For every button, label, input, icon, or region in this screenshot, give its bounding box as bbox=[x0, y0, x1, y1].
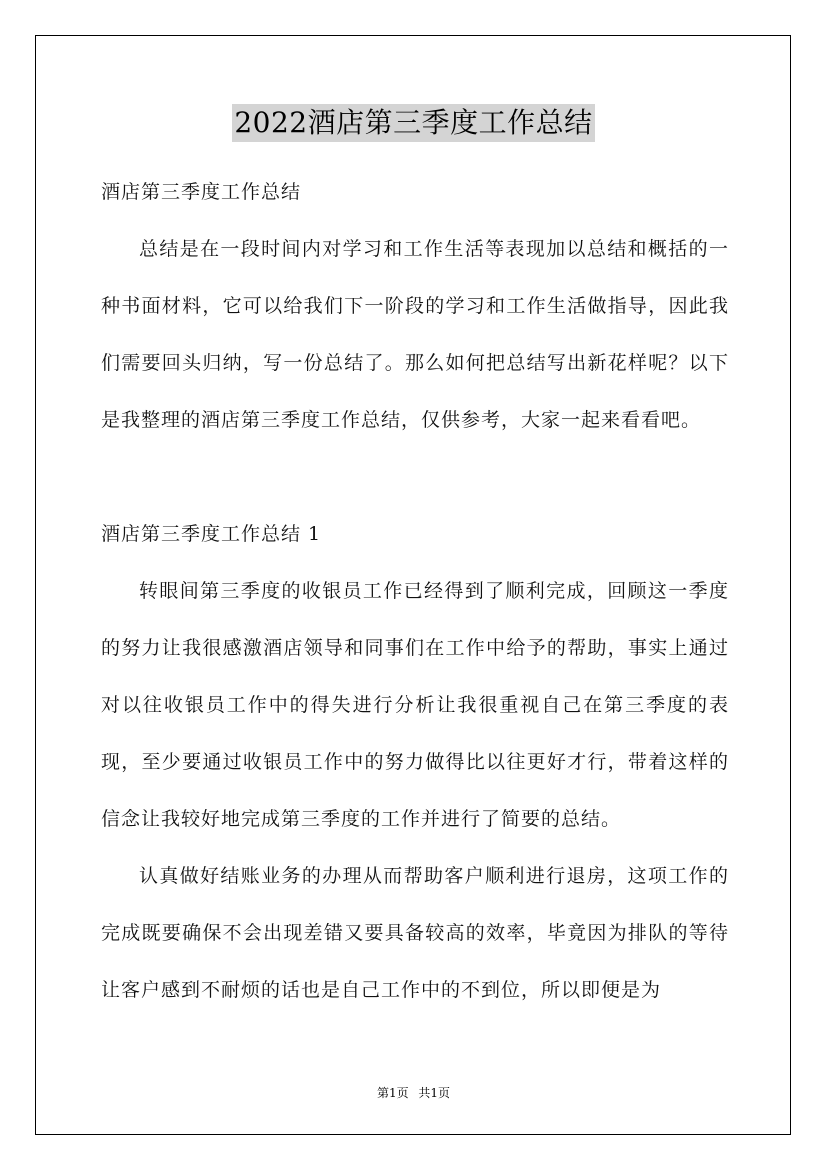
document-title: 2022酒店第三季度工作总结 bbox=[232, 104, 594, 142]
section-1-paragraph-1: 转眼间第三季度的收银员工作已经得到了顺利完成，回顾这一季度的努力让我很感激酒店领导和同事们在工作中给予的帮助，事实上通过对以往收银员工作中的得失进行分析让我很重视自己在第三季度的表现，至少要通过收银员工作中的努力做得比以往更好才行，带着这样的信念让我较好地完成第三季度的工作并进行了简要的总结。 bbox=[101, 580, 729, 830]
page-total: 共1页 bbox=[418, 1086, 451, 1100]
section-spacer bbox=[101, 449, 729, 506]
page-footer bbox=[0, 1085, 827, 1101]
section-1-heading: 酒店第三季度工作总结 1 bbox=[101, 523, 322, 545]
intro-paragraph: 总结是在一段时间内对学习和工作生活等表现加以总结和概括的一种书面材料，它可以给我们下一阶段的学习和工作生活做指导，因此我们需要回头归纳，写一份总结了。那么如何把总结写出新花样呢？以下是我整理的酒店第三季度工作总结，仅供参考，大家一起来看看吧。 bbox=[101, 238, 729, 431]
page-number: 第1页 bbox=[376, 1086, 409, 1100]
section-1-paragraph-2: 认真做好结账业务的办理从而帮助客户顺利进行退房，这项工作的完成既要确保不会出现差错又要具备较高的效率，毕竟因为排队的等待让客户感到不耐烦的话也是自己工作中的不到位，所以即便是为 bbox=[101, 865, 729, 1001]
intro-heading: 酒店第三季度工作总结 bbox=[101, 181, 302, 203]
document-body bbox=[101, 164, 729, 1019]
title-container bbox=[0, 104, 827, 142]
